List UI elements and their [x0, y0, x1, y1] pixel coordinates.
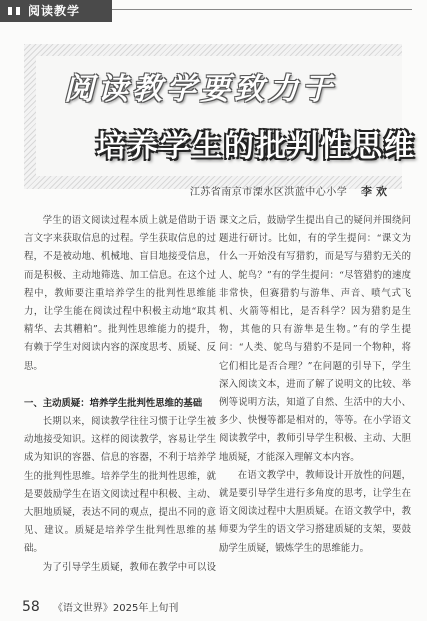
page-footer — [22, 596, 178, 615]
magazine-name: 《语文世界》2025年上旬刊 — [52, 603, 179, 614]
paragraph: 在语文教学中，教师设计开放性的问题，就是要引导学生进行多角度的思考，让学生在语文阅读过程中大胆质疑。在语文教学中，教师要为学生的语文学习搭建质疑的支架，要鼓励学生质疑，锻炼学生的思维能力。 — [219, 469, 411, 554]
section-marker-icon — [8, 7, 20, 15]
header-rule — [112, 9, 412, 10]
paragraph: 课文之后，鼓励学生提出自己的疑问并围绕问题进行研讨。比如，有的学生提问：“课文为什么一开始没有写猎豹，而是写与猎豹无关的人、鸵鸟？”有的学生提问：“尽管猎豹的速度非常快，但赛猎豹与游隼、声音、喷气式飞机、火箭等相比，是否科学？因为猎豹是生物，其他的只有游隼是生物。”有的学生提问：“人类、鸵鸟与猎豹不是同一个物种，将它们相比是否合理？”在问题的引导下，学生深入阅读文本，进而了解了说明文的比较、举例等说明方法，知道了自然、生活中的大小、多少、快慢等都是相对的，等等。在小学语文阅读教学中，教师引导学生积极、主动、大胆地质疑，才能深入理解文本内容。 — [219, 215, 411, 463]
section-heading-1: 一、主动质疑：培养学生批判性思维的基础 — [24, 397, 203, 409]
section-header — [0, 0, 112, 22]
paragraph: 长期以来，阅读教学往往习惯于让学生被动地接受知识。这样的阅读教学，容易让学生成为知识的容器、信息的容器，不利于培养学生的批判性思维。培养学生的批判性思维，就是要鼓励学生在语文阅读过程中积极、主动、大胆地质疑，表达不同的观点，提出不同的意见、建议。质疑是培养学生批判性思维的基础。 — [24, 416, 216, 555]
paragraph: 为了引导学生质疑，教师在教学中可以设 — [42, 561, 216, 572]
section-label: 阅读教学 — [28, 4, 81, 18]
byline — [190, 183, 391, 199]
author-name: 李欢 — [361, 185, 391, 198]
right-column — [219, 212, 411, 572]
article-title-line-2: 培养学生的批判性思维 — [96, 129, 416, 164]
article-title-line-1: 阅读教学要致力于 — [64, 72, 336, 107]
left-column — [24, 212, 216, 572]
page-number: 58 — [22, 599, 40, 615]
author-affiliation: 江苏省南京市溧水区洪蓝中心小学 — [189, 187, 348, 198]
paragraph: 学生的语文阅读过程本质上就是借助于语言文字来获取信息的过程。学生获取信息的过程，不是被动地、机械地、盲目地接受信息，而是积极、主动地筛选、加工信息。在这个过程中，教师要注重培养学生的批判性思维能力，让学生能在阅读过程中积极主动地“取其精华、去其糟粕”。批判性思维能力的提升，有赖于学生对阅读内容的深度思考、质疑、反思。 — [24, 215, 216, 372]
